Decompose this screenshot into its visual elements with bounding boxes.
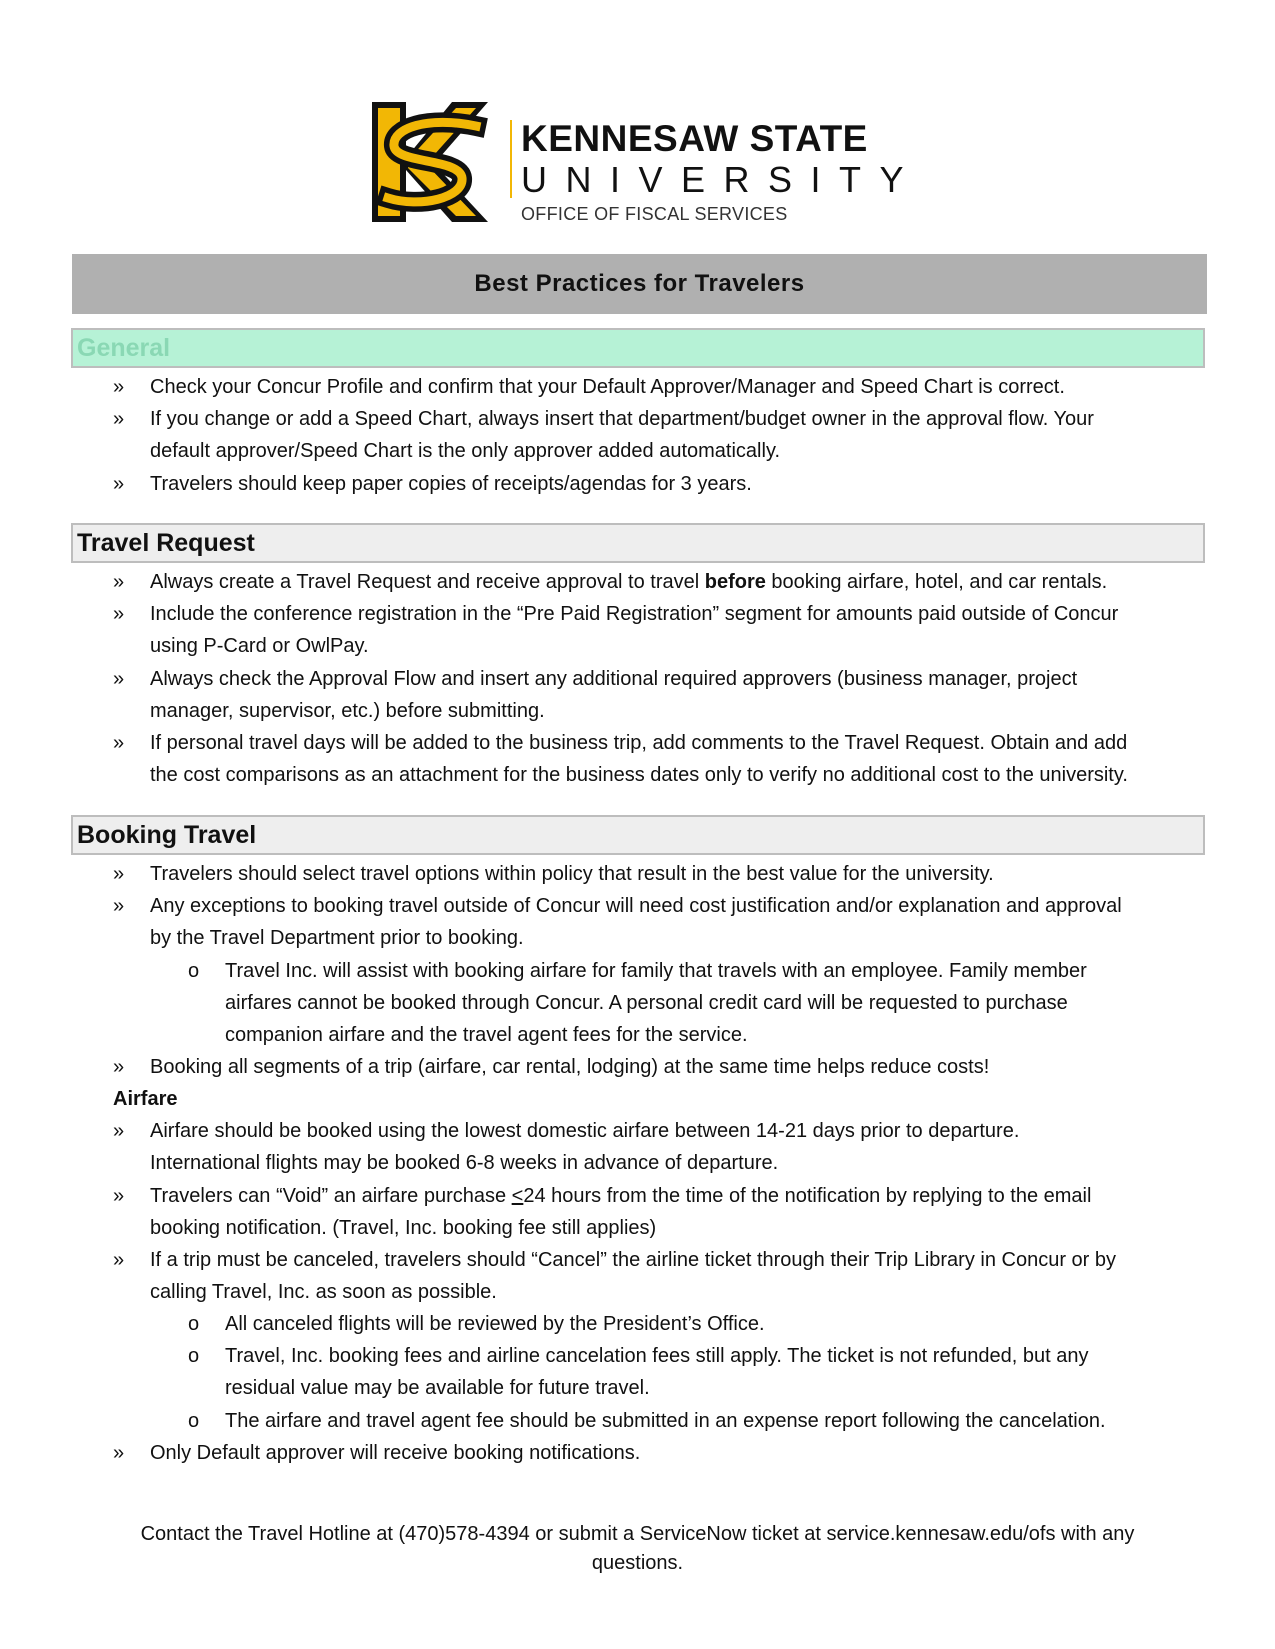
sub-bullet: o (188, 960, 200, 982)
section-header-general (71, 328, 1205, 368)
list-item-continued: International flights may be booked 6-8 weeks in advance of departure. (150, 1152, 779, 1174)
bullet: » (113, 863, 125, 885)
bullet: » (113, 668, 125, 690)
list-item: Check your Concur Profile and confirm that your Default Approver/Manager and Speed Chart is correct. (150, 376, 1065, 398)
list-item: If a trip must be canceled, travelers should “Cancel” the airline ticket through their Trip Library in Concur or by (150, 1249, 1116, 1271)
less-equal-symbol: < (511, 1185, 524, 1207)
logo-university-word: UNIVERSITY (521, 159, 923, 200)
footer-contact-line-2: questions. (591, 1552, 684, 1574)
bullet: » (113, 732, 125, 754)
section-header-booking-travel (71, 815, 1205, 855)
university-logo (368, 98, 923, 228)
sub-list-item-continued: residual value may be available for future travel. (225, 1377, 650, 1399)
bullet: » (113, 895, 125, 917)
list-item: Travelers should keep paper copies of receipts/agendas for 3 years. (150, 473, 752, 495)
list-item: Always check the Approval Flow and insert any additional required approvers (business manager, project (150, 668, 1078, 690)
list-item-continued: by the Travel Department prior to booking. (150, 927, 524, 949)
list-item: Airfare should be booked using the lowest domestic airfare between 14-21 days prior to departure. (150, 1120, 1020, 1142)
title-bar (72, 254, 1207, 314)
bullet: » (113, 1249, 125, 1271)
bullet: » (113, 473, 125, 495)
bullet: » (113, 376, 125, 398)
ks-monogram-icon (368, 98, 498, 226)
text-span: 24 hours from the time of the notification by replying to the email (523, 1185, 1092, 1207)
list-item-continued: the cost comparisons as an attachment for the business dates only to verify no additional cost to the university. (150, 764, 1128, 786)
list-item: Only Default approver will receive booking notifications. (150, 1442, 641, 1464)
section-title: General (77, 333, 171, 362)
bullet: » (113, 1442, 125, 1464)
list-item: Travelers should select travel options within policy that result in the best value for the university. (150, 863, 994, 885)
logo-university-name: KENNESAW STATE (521, 118, 868, 159)
list-item-continued: manager, supervisor, etc.) before submitting. (150, 700, 545, 722)
text-span: booking airfare, hotel, and car rentals. (765, 571, 1108, 593)
footer-contact-line: Contact the Travel Hotline at (470)578-4394 or submit a ServiceNow ticket at service.kennesaw.edu/ofs with any (140, 1523, 1135, 1545)
list-item-continued: booking notification. (Travel, Inc. booking fee still applies) (150, 1217, 657, 1239)
subheading-airfare: Airfare (113, 1088, 178, 1110)
bullet: » (113, 1185, 125, 1207)
list-item: If personal travel days will be added to the business trip, add comments to the Travel Request. Obtain and add (150, 732, 1128, 754)
list-item (150, 1186, 1091, 1206)
sub-bullet: o (188, 1313, 200, 1335)
sub-bullet: o (188, 1410, 200, 1432)
list-item-continued: calling Travel, Inc. as soon as possible. (150, 1281, 497, 1303)
list-item: Any exceptions to booking travel outside of Concur will need cost justification and/or explanation and approval (150, 895, 1122, 917)
text-span: Travelers can “Void” an airfare purchase (150, 1185, 512, 1207)
sub-list-item-continued: companion airfare and the travel agent fees for the service. (225, 1024, 748, 1046)
bullet: » (113, 1056, 125, 1078)
list-item: Booking all segments of a trip (airfare, car rental, lodging) at the same time helps reduce costs! (150, 1056, 990, 1078)
logo-divider (510, 120, 512, 198)
text-span: Always create a Travel Request and receive approval to travel (150, 571, 705, 593)
bullet: » (113, 571, 125, 593)
emphasis-before: before (704, 571, 766, 593)
sub-list-item: Travel, Inc. booking fees and airline cancelation fees still apply. The ticket is not refunded, but any (225, 1345, 1089, 1367)
section-title: Travel Request (77, 528, 255, 557)
section-title: Booking Travel (77, 820, 257, 849)
list-item: Include the conference registration in the “Pre Paid Registration” segment for amounts paid outside of Concur (150, 603, 1119, 625)
bullet: » (113, 408, 125, 430)
list-item-continued: default approver/Speed Chart is the only approver added automatically. (150, 440, 781, 462)
logo-office-name: OFFICE OF FISCAL SERVICES (521, 204, 788, 224)
list-item (150, 572, 1107, 592)
sub-list-item: Travel Inc. will assist with booking airfare for family that travels with an employee. Family member (225, 960, 1087, 982)
list-item: If you change or add a Speed Chart, always insert that department/budget owner in the approval flow. Your (150, 408, 1094, 430)
list-item-continued: using P-Card or OwlPay. (150, 635, 369, 657)
section-header-travel-request (71, 523, 1205, 563)
bullet: » (113, 1120, 125, 1142)
sub-list-item: The airfare and travel agent fee should be submitted in an expense report following the cancelation. (225, 1410, 1106, 1432)
sub-bullet: o (188, 1345, 200, 1367)
sub-list-item: All canceled flights will be reviewed by the President’s Office. (225, 1313, 765, 1335)
sub-list-item-continued: airfares cannot be booked through Concur. A personal credit card will be requested to purchase (225, 992, 1068, 1014)
bullet: » (113, 603, 125, 625)
page-title: Best Practices for Travelers (474, 270, 805, 297)
